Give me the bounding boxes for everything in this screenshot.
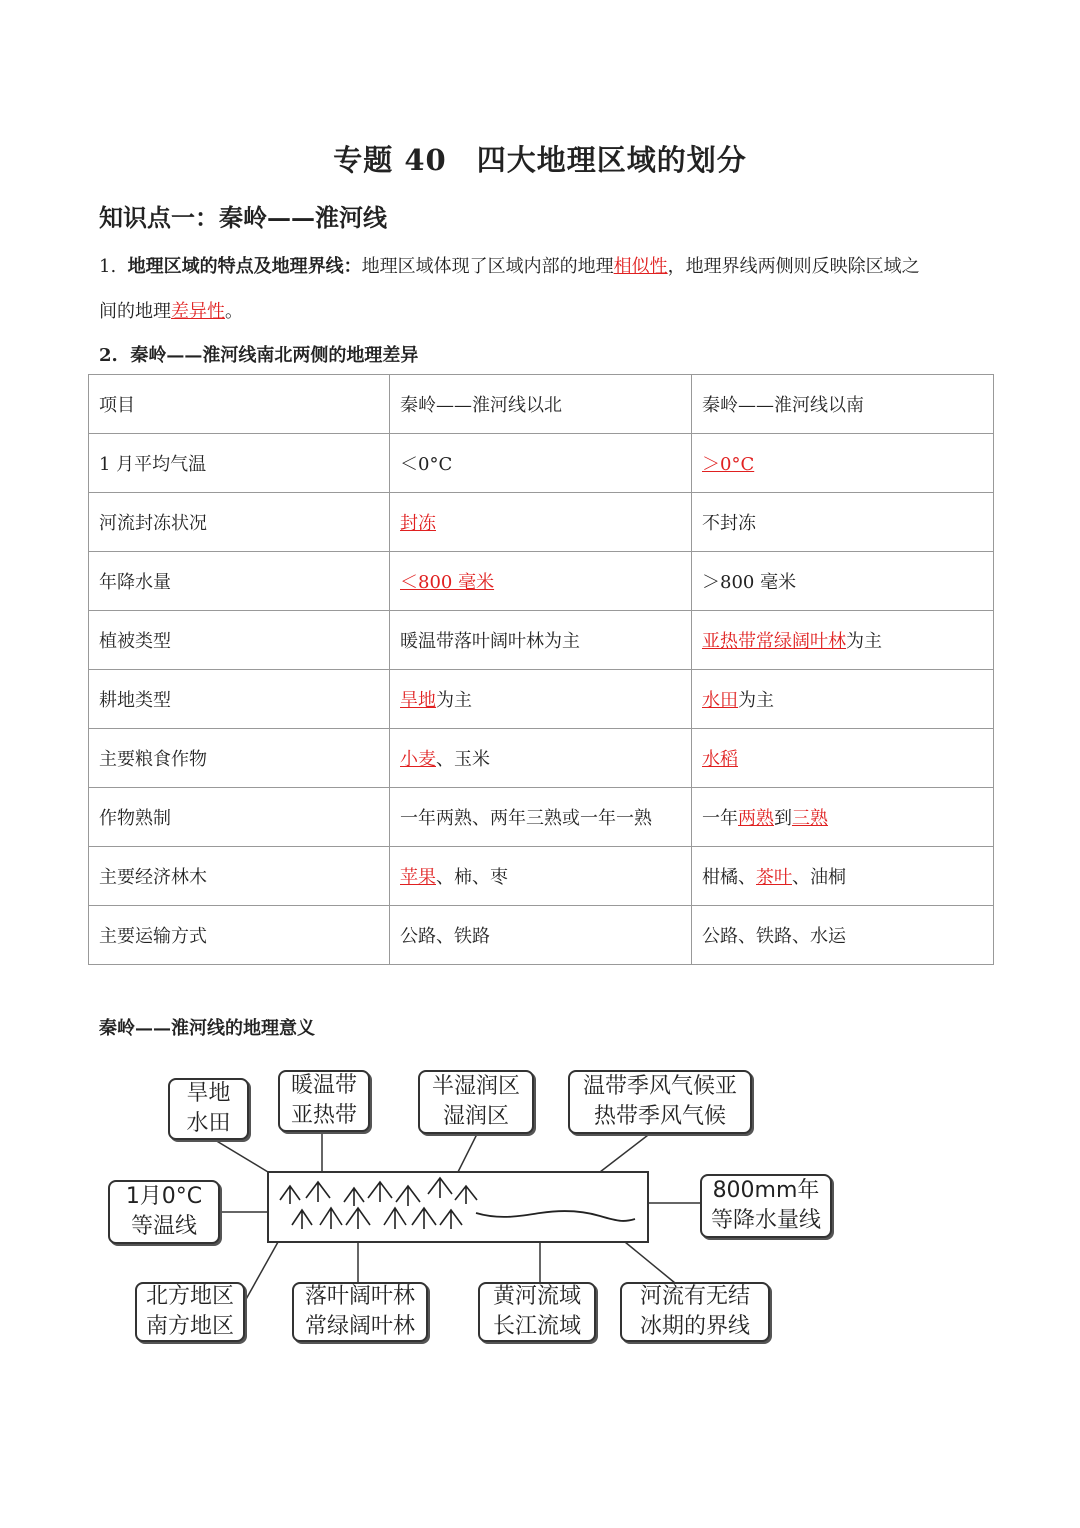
connector-freeze [625, 1242, 675, 1283]
box-regions [135, 1282, 245, 1342]
cell-item: 年降水量 [89, 552, 390, 611]
cell-text: 到 [774, 808, 792, 829]
page-title: 专题 40 四大地理区域的划分 [333, 143, 747, 177]
point1-text-c: 间的地理 [99, 301, 171, 322]
box-isotherm-line1: 1月0°C [125, 1184, 203, 1209]
cell-text: 一年 [702, 808, 738, 829]
cell-item: 主要粮食作物 [89, 729, 390, 788]
cell-item: 河流封冻状况 [89, 493, 390, 552]
connector-farmland [210, 1137, 268, 1172]
answer-text: 小麦 [400, 749, 436, 770]
box-basins-line1: 黄河流域 [492, 1284, 581, 1309]
box-basins-line2: 长江流域 [492, 1314, 581, 1339]
point2-text: 秦岭——淮河线南北两侧的地理差异 [130, 345, 419, 366]
answer-text: 封冻 [400, 513, 436, 534]
point1-text-a: 地理区域体现了区域内部的地理 [361, 256, 614, 277]
section-heading: 知识点一：秦岭——淮河线 [99, 203, 387, 232]
box-forest [292, 1282, 428, 1342]
cell-text: 暖温带落叶阔叶林为主 [400, 631, 580, 652]
box-humidity-line2: 湿润区 [442, 1104, 509, 1129]
header-south: 秦岭——淮河线以南 [692, 375, 994, 434]
header-item: 项目 [89, 375, 390, 434]
connector-regions [240, 1242, 278, 1310]
box-basins [478, 1282, 596, 1342]
cell-text: 一年两熟、两年三熟或一年一熟 [400, 808, 652, 829]
cell-item: 耕地类型 [89, 670, 390, 729]
header-north: 秦岭——淮河线以北 [390, 375, 692, 434]
box-precip [700, 1174, 832, 1238]
box-humidity [418, 1070, 534, 1134]
answer-text: 茶叶 [756, 867, 792, 888]
cell-text: 、柿、枣 [436, 867, 508, 888]
box-freeze [620, 1282, 770, 1342]
cell-item: 主要运输方式 [89, 906, 390, 965]
box-freeze-line2: 冰期的界线 [639, 1314, 750, 1339]
box-precip-line2: 等降水量线 [710, 1208, 821, 1233]
point1-text-d: 。 [225, 301, 243, 322]
box-freeze-line1: 河流有无结 [639, 1284, 750, 1309]
cell-text: 为主 [436, 690, 472, 711]
diagram-title: 秦岭——淮河线的地理意义 [99, 1018, 315, 1039]
box-regions-line1: 北方地区 [145, 1284, 234, 1309]
cell-text: 、油桐 [792, 867, 846, 888]
cell-text: 不封冻 [702, 513, 756, 534]
box-temperature-zone-line1: 暖温带 [290, 1073, 357, 1098]
box-forest-line2: 常绿阔叶林 [304, 1314, 415, 1339]
answer-text: ＜800 毫米 [400, 572, 495, 593]
cell-text: 柑橘、 [702, 867, 756, 888]
box-regions-line2: 南方地区 [145, 1314, 234, 1339]
answer-text: ＞0°C [702, 454, 755, 475]
cell-text: 、玉米 [436, 749, 490, 770]
point1-blank-a: 相似性 [613, 256, 668, 277]
answer-text: 亚热带常绿阔叶林 [702, 631, 846, 652]
box-forest-line1: 落叶阔叶林 [304, 1284, 415, 1309]
cell-item: 作物熟制 [89, 788, 390, 847]
box-precip-line1: 800mm年 [712, 1178, 820, 1203]
connector-climate [600, 1132, 652, 1172]
box-isotherm [108, 1180, 220, 1244]
box-temperature-zone [278, 1070, 370, 1132]
answer-text: 三熟 [792, 808, 828, 829]
connector-humidity [458, 1132, 478, 1172]
cell-text: ＞800 毫米 [702, 572, 797, 593]
box-farmland-line1: 旱地 [186, 1081, 231, 1106]
box-temperature-zone-line2: 亚热带 [290, 1103, 357, 1128]
box-humidity-line1: 半湿润区 [431, 1074, 520, 1099]
answer-text: 水田 [702, 690, 738, 711]
answer-text: 两熟 [738, 808, 774, 829]
answer-text: 苹果 [400, 867, 436, 888]
box-climate-line2: 热带季风气候 [593, 1104, 726, 1129]
cell-text: ＜0°C [400, 454, 453, 475]
point1-text-b: ，地理界线两侧则反映除区域之 [667, 256, 920, 277]
cell-item: 主要经济林木 [89, 847, 390, 906]
cell-item: 1 月平均气温 [89, 434, 390, 493]
box-climate-line1: 温带季风气候亚 [582, 1074, 737, 1099]
box-farmland [168, 1078, 249, 1140]
cell-text: 公路、铁路、水运 [702, 926, 846, 947]
box-climate [568, 1070, 752, 1134]
point1-heading: 地理区域的特点及地理界线： [127, 256, 362, 277]
box-farmland-line2: 水田 [186, 1111, 231, 1136]
cell-item: 植被类型 [89, 611, 390, 670]
point2-label: 2. [99, 345, 118, 366]
point1-blank-b: 差异性 [171, 301, 225, 322]
cell-text: 为主 [738, 690, 774, 711]
point1-label: 1. [99, 256, 117, 277]
cell-text: 公路、铁路 [400, 926, 490, 947]
cell-text: 为主 [846, 631, 882, 652]
box-isotherm-line2: 等温线 [130, 1214, 197, 1239]
answer-text: 水稻 [702, 749, 738, 770]
answer-text: 旱地 [400, 690, 436, 711]
mountain-river-band [268, 1172, 648, 1242]
